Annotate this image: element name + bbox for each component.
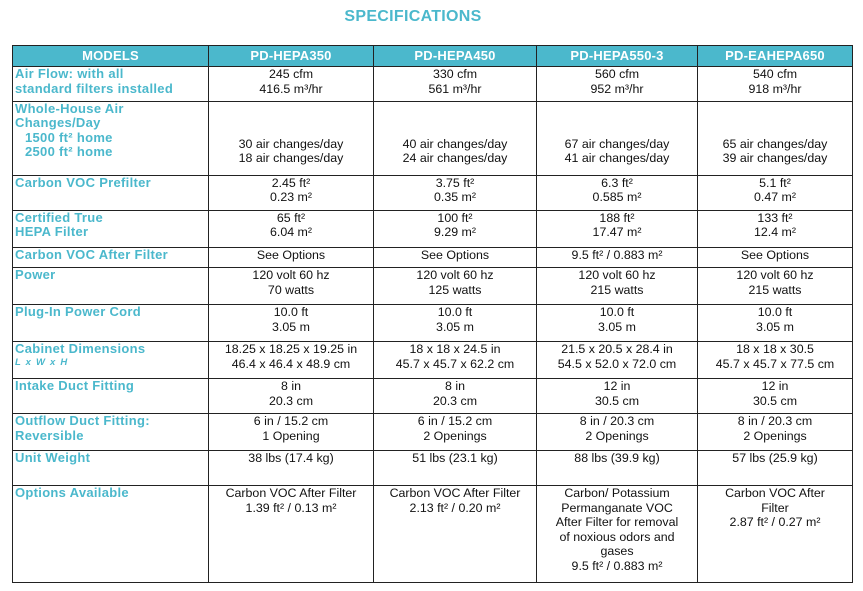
cell-line: 952 m³/hr — [590, 81, 644, 96]
cell-line: 0.23 m² — [269, 190, 312, 205]
table-cell — [537, 175, 698, 210]
cell-line: 560 cfm — [594, 67, 640, 81]
row-label — [13, 342, 209, 379]
cell-line: Carbon VOC After — [725, 486, 825, 501]
cell-line: 215 watts — [590, 282, 644, 297]
cell-line: 8 in / 20.3 cm — [579, 414, 655, 429]
row-label — [13, 451, 209, 486]
cell-line: 0.47 m² — [753, 190, 796, 205]
table-row — [13, 414, 853, 451]
table-cell — [537, 247, 698, 268]
cell-line: Carbon/ Potassium — [564, 486, 670, 501]
cell-line: 46.4 x 46.4 x 48.9 cm — [231, 356, 351, 371]
row-label-line: Carbon VOC Prefilter — [15, 174, 152, 190]
cell-line: 17.47 m² — [592, 225, 642, 240]
table-cell — [374, 101, 537, 175]
cell-line: 21.5 x 20.5 x 28.4 in — [561, 342, 673, 357]
table-row — [13, 210, 853, 247]
cell-line: 70 watts — [267, 282, 315, 297]
table-cell — [374, 486, 537, 583]
table-cell — [698, 342, 853, 379]
row-label — [13, 486, 209, 583]
column-header-model: PD-EAHEPA650 — [698, 46, 853, 67]
cell-line: 9.5 ft² / 0.883 m² — [571, 558, 663, 573]
row-label-line: standard filters installed — [15, 80, 174, 96]
row-label-line: Power — [15, 267, 56, 283]
cell-line: 18 x 18 x 24.5 in — [409, 342, 501, 357]
row-label — [13, 101, 209, 175]
table-cell — [374, 67, 537, 102]
table-cell — [698, 67, 853, 102]
table-cell — [374, 268, 537, 305]
row-label-line: Cabinet Dimensions — [15, 341, 146, 357]
cell-line: 51 lbs (23.1 kg) — [412, 451, 498, 466]
table-cell — [537, 486, 698, 583]
cell-line: 918 m³/hr — [748, 81, 802, 96]
cell-line: 330 cfm — [432, 67, 478, 81]
cell-line: 18 x 18 x 30.5 — [736, 342, 814, 357]
cell-line: 2 Openings — [423, 428, 487, 443]
table-cell — [209, 268, 374, 305]
cell-line: See Options — [420, 247, 490, 262]
cell-line: See Options — [256, 247, 326, 262]
table-cell — [537, 451, 698, 486]
row-dimension-note: L x W x H — [15, 356, 69, 368]
cell-line: 120 volt 60 hz — [736, 268, 814, 283]
cell-line: 20.3 cm — [432, 393, 478, 408]
cell-line: 10.0 ft — [599, 305, 635, 320]
table-cell — [537, 67, 698, 102]
column-header-model: PD-HEPA450 — [374, 46, 537, 67]
row-label — [13, 379, 209, 414]
table-cell — [698, 486, 853, 583]
cell-line: 12 in — [761, 379, 789, 394]
cell-line: 41 air changes/day — [564, 151, 670, 166]
row-label-line: Plug-In Power Cord — [15, 304, 142, 320]
cell-line: 8 in — [281, 379, 301, 394]
cell-line: of noxious odors and — [559, 529, 675, 544]
table-cell — [374, 379, 537, 414]
table-row — [13, 451, 853, 486]
cell-line: 6.04 m² — [269, 225, 312, 240]
cell-line: Filter — [761, 500, 789, 515]
cell-line: Permanganate VOC — [561, 500, 673, 515]
row-label-line: Unit Weight — [15, 450, 91, 466]
cell-line: 45.7 x 45.7 x 77.5 cm — [715, 356, 835, 371]
table-cell — [537, 101, 698, 175]
cell-line: 8 in / 20.3 cm — [737, 414, 813, 429]
cell-line: 18 air changes/day — [238, 151, 344, 166]
cell-line: 88 lbs (39.9 kg) — [574, 451, 660, 466]
cell-line: 18.25 x 18.25 x 19.25 in — [224, 342, 358, 357]
cell-line: 120 volt 60 hz — [416, 268, 494, 283]
specifications-table — [12, 45, 853, 583]
table-cell — [537, 305, 698, 342]
cell-line: 54.5 x 52.0 x 72.0 cm — [557, 356, 677, 371]
row-label — [13, 175, 209, 210]
cell-line: 45.7 x 45.7 x 62.2 cm — [395, 356, 515, 371]
cell-line: 125 watts — [428, 282, 482, 297]
table-cell — [374, 414, 537, 451]
cell-line: 9.29 m² — [433, 225, 476, 240]
cell-line: 20.3 cm — [268, 393, 314, 408]
cell-line: gases — [600, 544, 634, 559]
table-row — [13, 342, 853, 379]
row-label — [13, 210, 209, 247]
cell-line: 30.5 cm — [752, 393, 798, 408]
table-cell — [537, 210, 698, 247]
cell-line: 6.3 ft² — [601, 175, 633, 190]
row-label-line: Outflow Duct Fitting: — [15, 413, 150, 429]
table-row — [13, 305, 853, 342]
table-cell — [698, 247, 853, 268]
row-label-line: Air Flow: with all — [15, 66, 124, 81]
cell-line: 2 Openings — [585, 428, 649, 443]
table-cell — [209, 451, 374, 486]
cell-line: 3.05 m — [272, 319, 310, 334]
row-label-line: Carbon VOC After Filter — [15, 246, 169, 262]
cell-line: 57 lbs (25.9 kg) — [732, 451, 818, 466]
column-header-model: PD-HEPA350 — [209, 46, 374, 67]
row-label — [13, 247, 209, 268]
table-cell — [374, 175, 537, 210]
table-cell — [374, 305, 537, 342]
table-cell — [209, 414, 374, 451]
table-cell — [698, 268, 853, 305]
cell-line: 188 ft² — [599, 210, 635, 225]
cell-line: 2.13 ft² / 0.20 m² — [409, 500, 501, 515]
cell-line: 9.5 ft² / 0.883 m² — [571, 247, 663, 262]
cell-line: 38 lbs (17.4 kg) — [248, 451, 334, 466]
cell-line: 39 air changes/day — [722, 151, 828, 166]
cell-line: Carbon VOC After Filter — [225, 486, 357, 501]
row-label — [13, 305, 209, 342]
table-cell — [209, 379, 374, 414]
table-cell — [698, 414, 853, 451]
table-cell — [698, 101, 853, 175]
row-label-line: Changes/Day — [15, 115, 101, 131]
cell-line: 120 volt 60 hz — [252, 268, 330, 283]
cell-line: 10.0 ft — [273, 305, 309, 320]
row-label-line: Reversible — [15, 427, 84, 443]
cell-line: 30 air changes/day — [238, 136, 344, 151]
table-cell — [698, 210, 853, 247]
table-cell — [209, 342, 374, 379]
row-label-line: Certified True — [15, 209, 103, 225]
cell-line: 3.05 m — [598, 319, 636, 334]
cell-line: 6 in / 15.2 cm — [253, 414, 329, 429]
cell-line: 540 cfm — [752, 67, 798, 81]
cell-line: 24 air changes/day — [402, 151, 508, 166]
cell-line: 6 in / 15.2 cm — [417, 414, 493, 429]
table-cell — [209, 67, 374, 102]
cell-line: 416.5 m³/hr — [259, 81, 323, 96]
table-cell — [698, 379, 853, 414]
cell-line: See Options — [740, 247, 810, 262]
cell-line: 40 air changes/day — [402, 136, 508, 151]
table-cell — [209, 175, 374, 210]
cell-line: 2.87 ft² / 0.27 m² — [729, 515, 821, 530]
table-cell — [374, 247, 537, 268]
table-cell — [209, 247, 374, 268]
row-label-line: Intake Duct Fitting — [15, 378, 135, 394]
table-header-row — [13, 46, 853, 67]
table-row — [13, 175, 853, 210]
table-cell — [698, 305, 853, 342]
table-row — [13, 486, 853, 583]
cell-line: 65 ft² — [276, 210, 306, 225]
table-row — [13, 101, 853, 175]
row-label — [13, 268, 209, 305]
cell-line: 1.39 ft² / 0.13 m² — [245, 500, 337, 515]
cell-line: 10.0 ft — [757, 305, 793, 320]
cell-line: 30.5 cm — [594, 393, 640, 408]
cell-line: 3.75 ft² — [435, 175, 475, 190]
cell-line: 0.35 m² — [433, 190, 476, 205]
cell-line: 12.4 m² — [753, 225, 796, 240]
table-cell — [537, 342, 698, 379]
table-cell — [537, 414, 698, 451]
cell-line: After Filter for removal — [555, 515, 679, 530]
table-cell — [698, 451, 853, 486]
cell-line: 120 volt 60 hz — [578, 268, 656, 283]
cell-line: 0.585 m² — [592, 190, 642, 205]
cell-line: 3.05 m — [756, 319, 794, 334]
table-row — [13, 379, 853, 414]
table-cell — [209, 210, 374, 247]
cell-line: 133 ft² — [757, 210, 793, 225]
table-cell — [374, 210, 537, 247]
table-cell — [209, 486, 374, 583]
column-header-model: PD-HEPA550-3 — [537, 46, 698, 67]
cell-line: 1 Opening — [262, 428, 320, 443]
row-label — [13, 67, 209, 102]
row-label-line: HEPA Filter — [15, 224, 89, 240]
table-cell — [537, 379, 698, 414]
table-cell — [374, 451, 537, 486]
row-sublabel: 2500 ft² home — [25, 144, 113, 160]
cell-line: 67 air changes/day — [564, 136, 670, 151]
table-cell — [209, 101, 374, 175]
table-cell — [209, 305, 374, 342]
table-row — [13, 268, 853, 305]
row-sublabel: 1500 ft² home — [25, 129, 113, 145]
row-label-line: Options Available — [15, 485, 129, 501]
cell-line: 5.1 ft² — [759, 175, 791, 190]
table-cell — [537, 268, 698, 305]
cell-line: 12 in — [603, 379, 631, 394]
page-title: SPECIFICATIONS — [344, 8, 482, 25]
cell-line: Carbon VOC After Filter — [389, 486, 521, 501]
cell-line: 215 watts — [748, 282, 802, 297]
table-row — [13, 67, 853, 102]
table-row — [13, 247, 853, 268]
cell-line: 8 in — [445, 379, 465, 394]
row-label — [13, 414, 209, 451]
cell-line: 10.0 ft — [437, 305, 473, 320]
cell-line: 65 air changes/day — [722, 136, 828, 151]
cell-line: 2 Openings — [743, 428, 807, 443]
table-cell — [698, 175, 853, 210]
cell-line: 561 m³/hr — [428, 81, 482, 96]
cell-line: 100 ft² — [437, 210, 473, 225]
cell-line: 245 cfm — [268, 67, 314, 81]
cell-line: 2.45 ft² — [271, 175, 311, 190]
row-label-line: Whole-House Air — [15, 100, 124, 116]
cell-line: 3.05 m — [436, 319, 474, 334]
table-cell — [374, 342, 537, 379]
column-header-models: MODELS — [13, 46, 209, 67]
